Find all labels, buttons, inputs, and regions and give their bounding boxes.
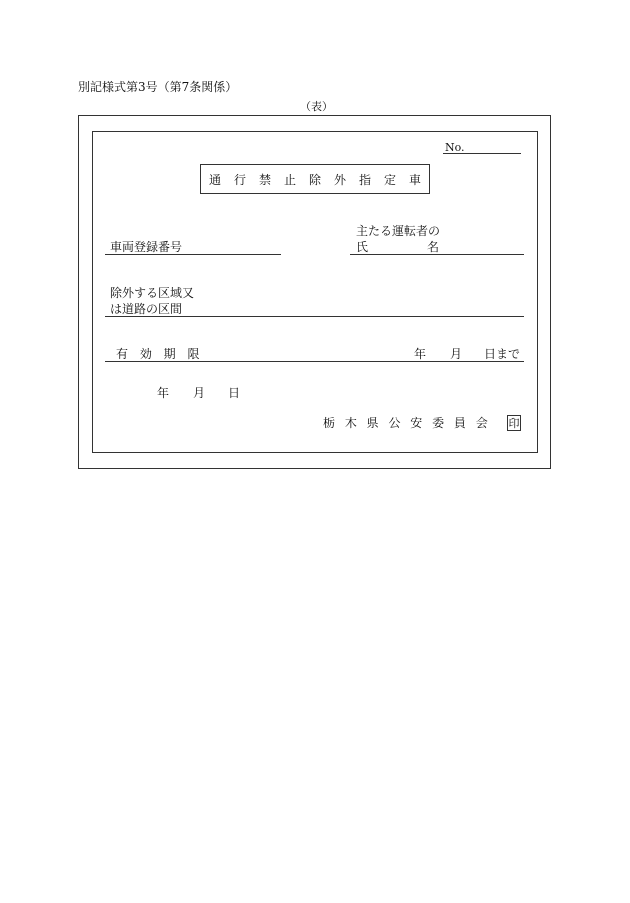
form-title: 通行禁止除外指定車 (208, 172, 434, 187)
vehicle-reg-label: 車両登録番号 (110, 240, 183, 254)
validity-label: 有 効 期 限 (116, 347, 204, 361)
exempt-label-line2: は道路の区間 (110, 302, 183, 316)
number-underline (443, 153, 521, 154)
form-header: 別記様式第3号（第7条関係） (78, 80, 238, 94)
driver-label-line2-a: 氏 (356, 240, 369, 254)
side-label: （表） (300, 100, 333, 113)
title-box (200, 164, 434, 194)
number-label: No. (445, 141, 465, 154)
driver-label-line1: 主たる運転者の (356, 224, 441, 238)
validity-year: 年 (414, 347, 427, 361)
seal-box (507, 415, 521, 431)
issue-year: 年 (157, 386, 170, 400)
driver-line (350, 254, 524, 255)
issue-month: 月 (193, 386, 206, 400)
seal-char: 印 (508, 416, 520, 430)
validity-until: 日まで (484, 347, 521, 361)
issue-day: 日 (228, 386, 241, 400)
validity-month: 月 (450, 347, 463, 361)
validity-line (105, 361, 524, 362)
vehicle-reg-line (105, 254, 281, 255)
driver-label-line2-b: 名 (427, 240, 440, 254)
issuer: 栃 木 県 公 安 委 員 会 (323, 416, 491, 430)
exempt-label-line1: 除外する区域又 (110, 286, 195, 300)
exempt-line (105, 316, 524, 317)
